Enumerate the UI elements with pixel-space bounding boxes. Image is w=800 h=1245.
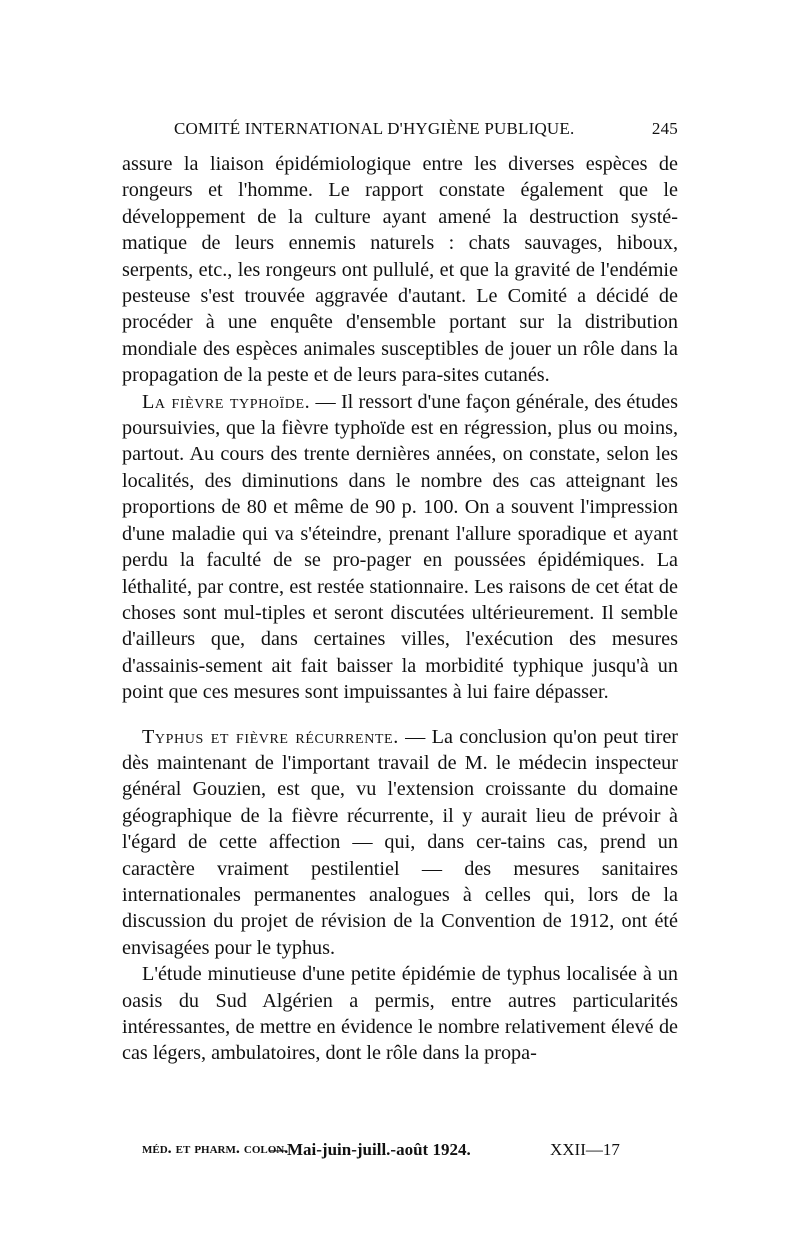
document-page — [122, 0, 678, 1245]
body-text — [122, 151, 678, 1067]
section-heading-typhoid: La fièvre typhoïde. — [142, 390, 311, 413]
paragraph-typhus — [122, 724, 678, 962]
paragraph-typhoid — [122, 389, 678, 706]
section-heading-typhus: Typhus et fièvre récurrente. — [142, 725, 399, 748]
paragraph-plague-continuation: assure la liaison épidémiologique entre les diverses espèces de rongeurs et l'homme. Le rapport constate également que le développement de la culture ayant amené la destruction systé-matique de leurs ennemis naturels : chats sauvages, hiboux, serpents, etc., les rongeurs ont pullulé, et que la gravité de l'endémie pesteuse s'est trouvée aggravée d'autant. Le Comité a décidé de procéder à une enquête d'ensemble portant sur la distribution mondiale des espèces animales susceptibles de jouer un rôle dans la propagation de la peste et de leurs para-sites cutanés. — [122, 153, 678, 387]
page-footer — [122, 1140, 678, 1166]
footer-signature: XXII—17 — [550, 1140, 620, 1159]
header-title: COMITÉ INTERNATIONAL D'HYGIÈNE PUBLIQUE. — [174, 119, 575, 138]
footer-issue: —Mai-juin-juill.-août 1924. — [270, 1140, 471, 1159]
running-header — [122, 119, 678, 145]
footer-journal: méd. et pharm. colon. — [142, 1140, 289, 1157]
page-number: 245 — [651, 119, 678, 138]
paragraph-algeria-study: L'étude minutieuse d'une petite épidémie de typhus localisée à un oasis du Sud Algérien a permis, entre autres particularités intéressantes, de mettre en évidence le nombre relativement élevé de cas légers, ambulatoires, dont le rôle dans la propa- — [122, 963, 678, 1065]
paragraph-typhoid-text: — Il ressort d'une façon générale, des études poursuivies, que la fièvre typhoïde est en régression, plus ou moins, partout. Au cours des trente dernières années, on constate, selon les localités, des diminutions dans le nombre des cas atteignant les proportions de 80 et même de 90 p. 100. On a souvent l'impression d'une maladie qui va s'éteindre, prenant l'allure sporadique et ayant perdu la faculté de se pro-pager en poussées épidémiques. La léthalité, par contre, est restée stationnaire. Les raisons de cet état de choses sont mul-tiples et seront discutées ultérieurement. Il semble d'ailleurs que, dans certaines villes, l'exécution des mesures d'assainis-sement ait fait baisser la morbidité typhique jusqu'à un point que ces mesures sont impuissantes à lui faire dépasser. — [122, 390, 679, 704]
paragraph-typhus-text: — La conclusion qu'on peut tirer dès maintenant de l'important travail de M. le médecin inspecteur général Gouzien, est que, vu l'extension croissante du domaine géographique de la fièvre récurrente, il y aurait lieu de prévoir à l'égard de cette affection — qui, dans cer-tains cas, prend un caractère vraiment pestilentiel — des mesures sanitaires internationales permanentes analogues à celles qui, lors de la discussion du projet de révision de la Convention de 1912, ont été envisagées pour le typhus. — [122, 725, 678, 959]
